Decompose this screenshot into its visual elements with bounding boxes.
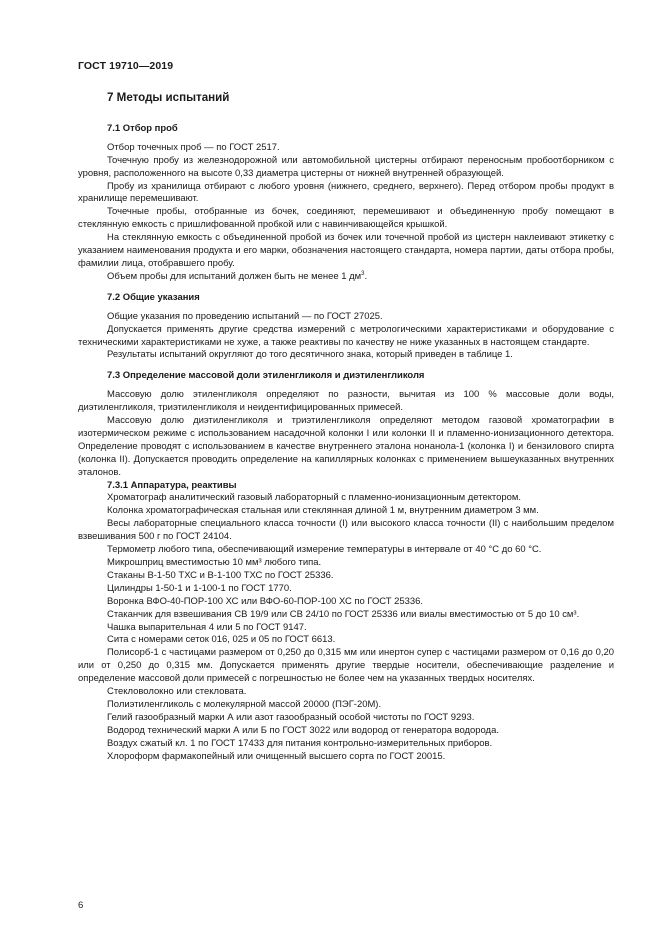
- paragraph-end: .: [364, 270, 368, 282]
- list-item: Стекловолокно или стекловата.: [107, 686, 247, 698]
- paragraph: Массовую долю этиленгликоля определяют по разности, вычитая из 100 % массовые доли воды, диэтиленгликоля, триэтиленгликоля и неидентифицированных примесей.: [78, 389, 614, 414]
- list-item: Водород технический марки А или Б по ГОСТ 3022 или водород от генератора водорода.: [107, 724, 499, 736]
- superscript: 3: [361, 270, 365, 277]
- paragraph: Результаты испытаний округляют до того десятичного знака, который приведен в таблице 1.: [107, 349, 513, 361]
- list-item: Весы лабораторные специального класса точности (I) или высокого класса точности (II) с наибольшим пределом взвешивания 500 г по ГОСТ 24104.: [78, 518, 614, 543]
- paragraph: Массовую долю диэтиленгликоля и триэтиленгликоля определяют методом газовой хроматографии в изотермическом режиме с использованием насадочной колонки I или колонки II и пламенно-ионизационного детектора. Определение проводят с использованием в качестве внутреннего эталона нонанола-1 (колонка I) и бензилового спирта (колонка II). Допускается проводить определение на капиллярных колонках с применением вышеуказанных внутренних эталонов.: [78, 415, 614, 478]
- list-item: Воздух сжатый кл. 1 по ГОСТ 17433 для питания контрольно-измерительных приборов.: [107, 737, 493, 749]
- paragraph: Пробу из хранилища отбирают с любого уровня (нижнего, среднего, верхнего). Перед отбором пробы продукт в хранилище перемешивают.: [78, 180, 614, 205]
- list-item: Чашка выпарительная 4 или 5 по ГОСТ 9147.: [107, 621, 307, 633]
- list-item: Полиэтиленгликоль с молекулярной массой 20000 (ПЭГ-20М).: [107, 698, 382, 710]
- list-item: Гелий газообразный марки А или азот газообразный особой чистоты по ГОСТ 9293.: [107, 711, 475, 723]
- list-item: Стаканы В-1-50 ТХС и В-1-100 ТХС по ГОСТ 25336.: [107, 569, 334, 581]
- subsection-7-1-title: 7.1 Отбор проб: [107, 122, 178, 134]
- list-item: Полисорб-1 с частицами размером от 0,250 до 0,315 мм или инертон супер с частицами размером от 0,16 до 0,20 или от 0,250 до 0,315 мм. Допускается применять другие твердые носители, обеспечивающие разделение и определение массовой доли примесей с погрешностью не более чем на указанных твердых носителях.: [78, 647, 614, 685]
- list-item: Стаканчик для взвешивания СВ 19/9 или СВ 24/10 по ГОСТ 25336 или виалы вместимостью от 5 до 10 см³.: [107, 608, 580, 620]
- page-content: [78, 92, 614, 764]
- paragraph: Допускается применять другие средства измерений с метрологическими характеристиками и оборудование с техническими характеристиками не хуже, а также реактивы по качеству не ниже указанных в настоящем стандарте.: [78, 323, 614, 348]
- apparatus-list: [78, 492, 614, 763]
- paragraph: На стеклянную емкость с объединенной пробой из бочек или точечной пробой из цистерн наклеивают этикетку с указанием наименования продукта и его марки, обозначения настоящего стандарта, номера партии, даты отбора пробы, фамилии лица, отобравшего пробу.: [78, 232, 614, 269]
- subsection-7-2-title: 7.2 Общие указания: [107, 291, 200, 303]
- list-item: Колонка хроматографическая стальная или стеклянная длиной 1 м, внутренним диаметром 3 мм.: [107, 505, 539, 517]
- paragraph: Отбор точечных проб — по ГОСТ 2517.: [107, 141, 280, 153]
- paragraph: [78, 271, 614, 284]
- subsection-7-3-title: 7.3 Определение массовой доли этиленгликоля и диэтиленгликоля: [107, 370, 425, 382]
- section-title: 7 Методы испытаний: [107, 91, 230, 104]
- list-item: Сита с номерами сеток 016, 025 и 05 по ГОСТ 6613.: [107, 634, 336, 646]
- subsection-7-3-1-title: 7.3.1 Аппаратура, реактивы: [107, 479, 237, 491]
- list-item: Хроматограф аналитический газовый лабораторный с пламенно-ионизационным детектором.: [107, 492, 522, 504]
- paragraph: Точечную пробу из железнодорожной или автомобильной цистерны отбирают переносным пробоотборником с уровня, расположенного на высоте 0,33 диаметра цистерны от нижней внутренней образующей.: [78, 154, 614, 179]
- standard-designation: ГОСТ 19710—2019: [78, 60, 174, 72]
- paragraph: Общие указания по проведению испытаний — по ГОСТ 27025.: [107, 310, 383, 322]
- list-item: Термометр любого типа, обеспечивающий измерение температуры в интервале от 40 °С до 60 °С.: [107, 544, 542, 556]
- list-item: Цилиндры 1-50-1 и 1-100-1 по ГОСТ 1770.: [107, 582, 292, 594]
- list-item: Воронка ВФО-40-ПОР-100 ХС или ВФО-60-ПОР-100 ХС по ГОСТ 25336.: [107, 595, 424, 607]
- paragraph: Точечные пробы, отобранные из бочек, соединяют, перемешивают и объединенную пробу помещают в стеклянную емкость с пришлифованной пробкой или с навинчивающейся крышкой.: [78, 206, 614, 231]
- list-item: Хлороформ фармакопейный или очищенный высшего сорта по ГОСТ 20015.: [107, 750, 446, 762]
- page-number: 6: [78, 900, 84, 911]
- paragraph-text: Объем пробы для испытаний должен быть не менее 1 дм: [107, 270, 362, 282]
- list-item: Микрошприц вместимостью 10 мм³ любого типа.: [107, 557, 322, 568]
